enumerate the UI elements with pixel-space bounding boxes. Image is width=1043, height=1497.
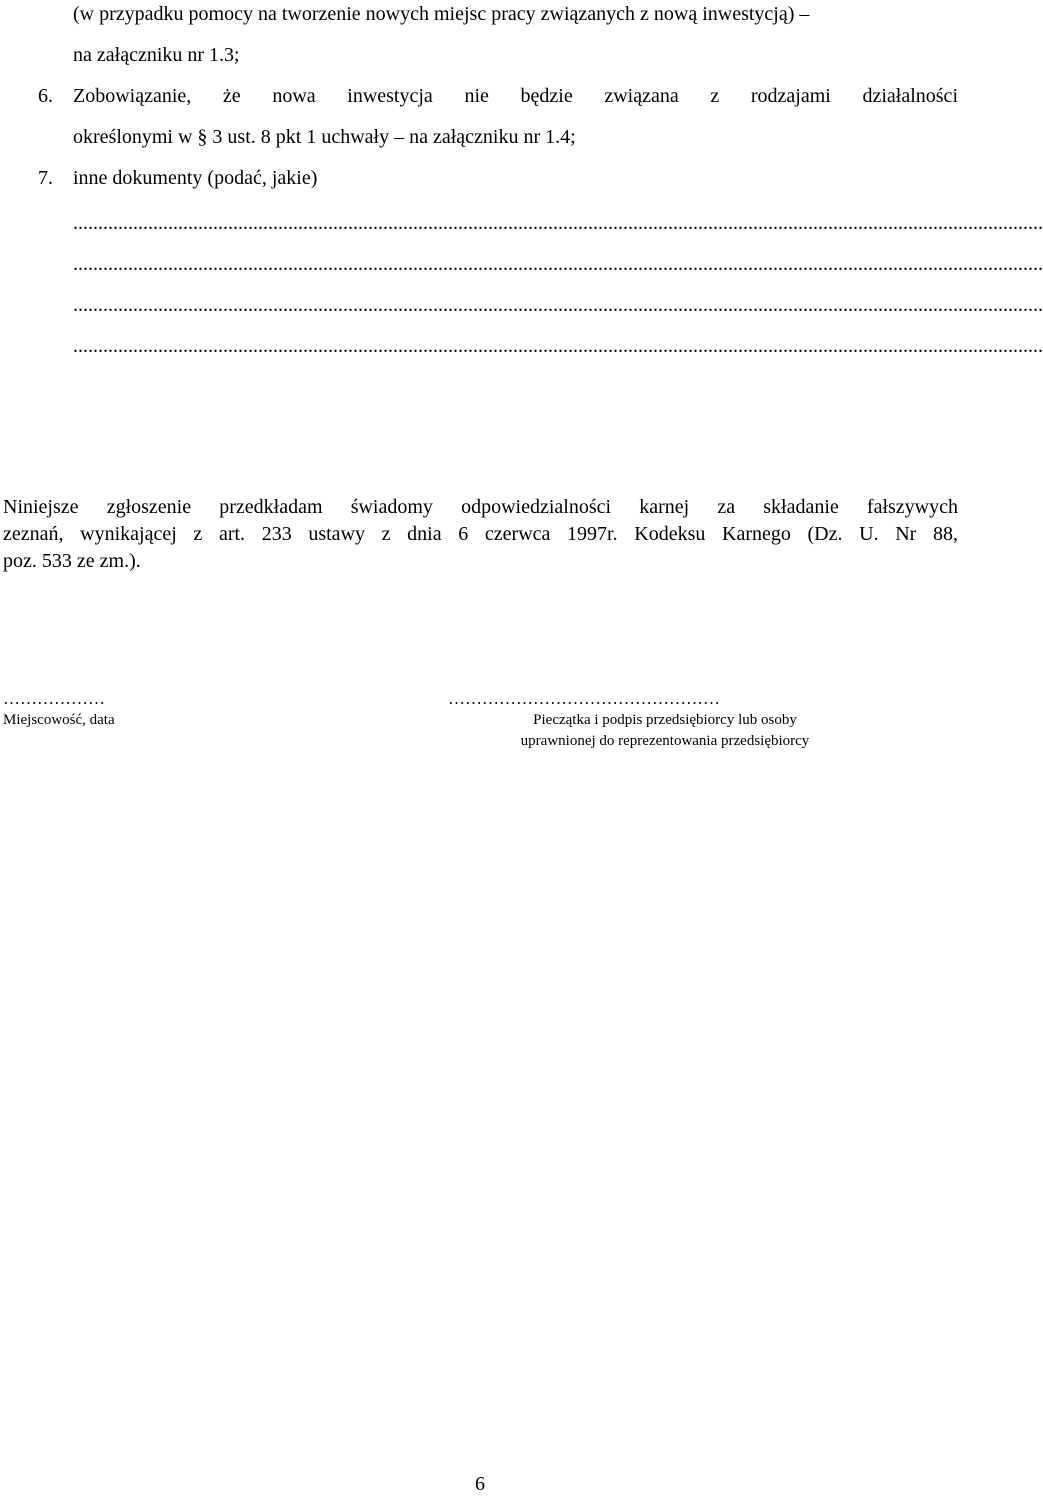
place-date-label: Miejscowość, data xyxy=(3,712,115,728)
signature-label-line2: uprawnionej do reprezentowania przedsiębiorcy xyxy=(520,733,810,749)
declaration-line3: poz. 533 ze zm.). xyxy=(3,550,141,572)
item6-line2: określonymi w § 3 ust. 8 pkt 1 uchwały – na załączniku nr 1.4; xyxy=(73,126,576,148)
fill-line-3: .................................................................................................................................................................................................. xyxy=(73,294,1043,316)
item5-continuation-line2: na załączniku nr 1.3; xyxy=(73,44,240,66)
signature-dots: ………………………………………… xyxy=(448,689,720,708)
item7-text: inne dokumenty (podać, jakie) xyxy=(73,167,318,189)
page-number: 6 xyxy=(475,1473,485,1495)
item5-continuation-line1: (w przypadku pomocy na tworzenie nowych miejsc pracy związanych z nową inwestycją) – xyxy=(73,3,810,25)
declaration-line2: zeznań, wynikającej z art. 233 ustawy z dnia 6 czerwca 1997r. Kodeksu Karnego (Dz. U. Nr 88, xyxy=(3,523,958,545)
declaration-line1: Niniejsze zgłoszenie przedkładam świadomy odpowiedzialności karnej za składanie fałszywych xyxy=(3,496,958,518)
fill-line-2: .................................................................................................................................................................................................. xyxy=(73,253,1043,275)
fill-line-4: .................................................................................................................................................................................................. xyxy=(73,335,1043,357)
item7-number: 7. xyxy=(38,167,53,189)
item6-number: 6. xyxy=(38,85,53,107)
item6-line1: Zobowiązanie, że nowa inwestycja nie będzie związana z rodzajami działalności xyxy=(73,85,958,107)
place-date-dots: ……………… xyxy=(3,689,105,708)
fill-line-1: .................................................................................................................................................................................................. xyxy=(73,212,1043,234)
signature-label-line1: Pieczątka i podpis przedsiębiorcy lub osoby xyxy=(533,712,797,728)
